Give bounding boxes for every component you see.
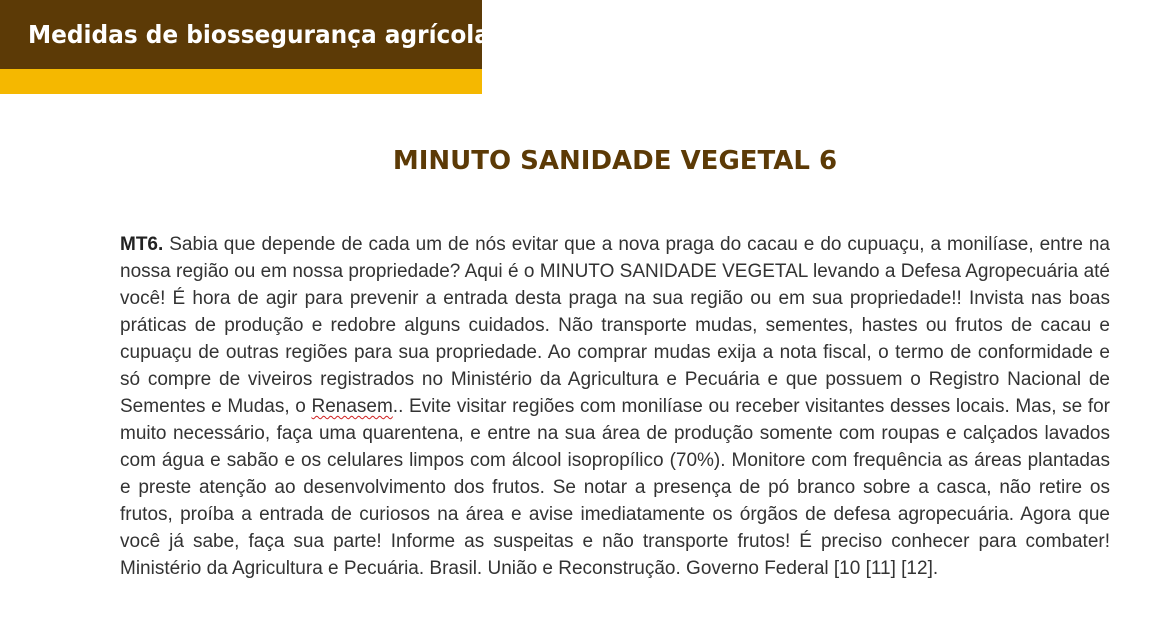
header-accent-stripe bbox=[0, 69, 482, 94]
header-title-bar bbox=[0, 0, 490, 69]
document-code: MT6. bbox=[120, 234, 164, 255]
spellcheck-underlined-word[interactable]: Renasem bbox=[311, 396, 393, 417]
body-text-part-2: .. Evite visitar regiões com monilíase ou receber visitantes desses locais. Mas, se for muito necessário, faça uma quarentena, e entre na sua área de produção somente com roupas e calçados lavados com água e sabão e os celulares limpos com álcool isopropílico (70%). Monitore com frequência as áreas plantadas e preste atenção ao desenvolvimento dos frutos. Se notar a presença de pó branco sobre a casca, não retire os frutos, proíba a entrada de curiosos na área e avise imediatamente os órgãos de defesa agropecuária. Agora que você já sabe, faça sua parte! Informe as suspeitas e não transporte frutos! É preciso conhecer para combater! Ministério da Agricultura e Pecuária. Brasil. União e Reconstrução. Governo Federal [10 [11] [12]. bbox=[120, 396, 1110, 579]
header-banner bbox=[0, 0, 490, 94]
body-text-part-1: Sabia que depende de cada um de nós evitar que a nova praga do cacau e do cupuaçu, a monilíase, entre na nossa região ou em nossa propriedade? Aqui é o MINUTO SANIDADE VEGETAL levando a Defesa Agropecuária até você! É hora de agir para prevenir a entrada desta praga na sua região ou em sua propriedade!! Invista nas boas práticas de produção e redobre alguns cuidados. Não transporte mudas, sementes, hastes ou frutos de cacau e cupuaçu de outras regiões para sua propriedade. Ao comprar mudas exija a nota fiscal, o termo de conformidade e só compre de viveiros registrados no Ministério da Agricultura e Pecuária e que possuem o Registro Nacional de Sementes e Mudas, o bbox=[120, 234, 1110, 417]
header-title: Medidas de biossegurança agrícola bbox=[28, 20, 490, 49]
document-title: MINUTO SANIDADE VEGETAL 6 bbox=[392, 146, 838, 176]
document-body bbox=[120, 231, 1110, 582]
